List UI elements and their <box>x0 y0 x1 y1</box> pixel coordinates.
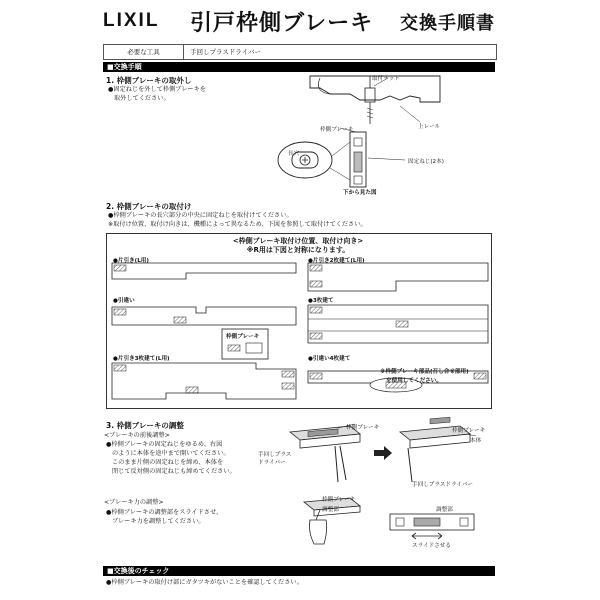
brand-logo: LIXIL <box>103 10 160 31</box>
step3-heading: 3. 枠側ブレーキの調整 <box>106 421 184 430</box>
document-type: 交換手順書 <box>400 13 495 34</box>
step2-text-1: ●枠側ブレーキの長穴部分の中央に固定ねじを取付けてください。 <box>108 212 293 219</box>
label-long-hole: 長穴 <box>288 151 300 157</box>
step3-sub1-line-2: のように本体を途中まで開いてください。 <box>112 450 230 457</box>
step1-illustration <box>270 72 500 197</box>
s3-label-body: 本体 <box>470 438 482 444</box>
case-a-label: ●片引き(L用) <box>113 258 149 264</box>
label-nut: 取付ナット <box>372 76 400 82</box>
step1-heading: 1. 枠側ブレーキの取外し <box>106 76 192 85</box>
note-line-2: を使用してください。 <box>386 378 442 384</box>
case-e-label: ●片引き3枚建て(L用) <box>113 356 170 362</box>
step3-sub1-line-1: ●枠側ブレーキの固定ねじをゆるめ、右図 <box>106 441 223 448</box>
note-line-1: ※枠側ブレーキ部品(召し合せ部用) <box>380 369 469 375</box>
tools-table <box>103 44 497 60</box>
step1-text-1: ●固定ねじを外して枠側ブレーキを <box>108 86 206 93</box>
step2-heading: 2. 枠側ブレーキの取付け <box>106 202 192 211</box>
tools-label: 必要な工具 <box>104 45 184 59</box>
case-b-label: ●片引き2枚建て(L用) <box>308 258 365 264</box>
section-check-bar: ■交換後のチェック <box>103 566 495 576</box>
case-d-label: ●3枚建て <box>308 298 334 304</box>
step3-sub1-line-4: 閉じて反対側の固定ねじも締めてください。 <box>112 468 236 475</box>
s3-label-driver-2: 手回しプラスドライバー <box>412 482 474 488</box>
case-c-label: ●引違い <box>113 298 135 304</box>
box-title-1: <枠側ブレーキ取付け位置、取付け向き> <box>232 237 364 245</box>
page-title: 引戸枠側ブレーキ <box>190 11 374 36</box>
s3-label-frame-brake-3: 枠側ブレーキ <box>322 497 356 503</box>
s3-label-frame-brake-1: 枠側ブレーキ <box>346 425 380 431</box>
label-screw: 固定ねじ(2本) <box>408 159 444 165</box>
s3-label-adjust-1: 調整部 <box>322 507 339 513</box>
step3-sub2: <ブレーキ力の調整> <box>104 499 164 506</box>
step3-sub2-line-2: ブレーキ力を調整してください。 <box>112 518 205 525</box>
check-text: ●枠側ブレーキの取付け部にガタツキがないことを確認してください。 <box>106 579 303 586</box>
s3-label-slide: スライドさせる <box>412 543 451 549</box>
s3-label-frame-brake-2: 枠側ブレーキ <box>452 428 486 434</box>
s3-label-adjust-2: 調整部 <box>436 507 453 513</box>
case-f-label: ●引違い4枚建て <box>308 356 351 362</box>
legend-frame-brake-label: 枠側ブレーキ <box>226 334 260 340</box>
label-upper-rail: 上レール <box>418 124 441 130</box>
label-bottom-view: 下から見た図 <box>343 190 377 196</box>
step2-text-2: ※取付け位置、取付け向きは、機種によって異なるため、下図を参照して取付けてください。 <box>108 221 367 228</box>
label-frame-brake: 枠側ブレーキ <box>320 127 354 133</box>
step3-sub1-line-3: このまま片側の固定ねじを締め、本体を <box>112 459 224 466</box>
step3-sub1: <ブレーキの前後調整> <box>104 432 170 439</box>
box-title-2: ※R用は下図と対称になります。 <box>246 246 350 254</box>
step3-sub2-line-1: ●枠側ブレーキの調整部をスライドさせ、 <box>106 509 223 516</box>
s3-label-driver-1b: ドライバー <box>258 460 286 466</box>
step3-illustrations <box>280 420 500 560</box>
s3-label-driver-1a: 手回しプラス <box>258 452 292 458</box>
step1-text-2: 取外してください。 <box>114 95 170 102</box>
section-procedure-bar: ■交換手順 <box>103 62 495 72</box>
tools-value: 手回しプラスドライバー <box>190 48 261 56</box>
